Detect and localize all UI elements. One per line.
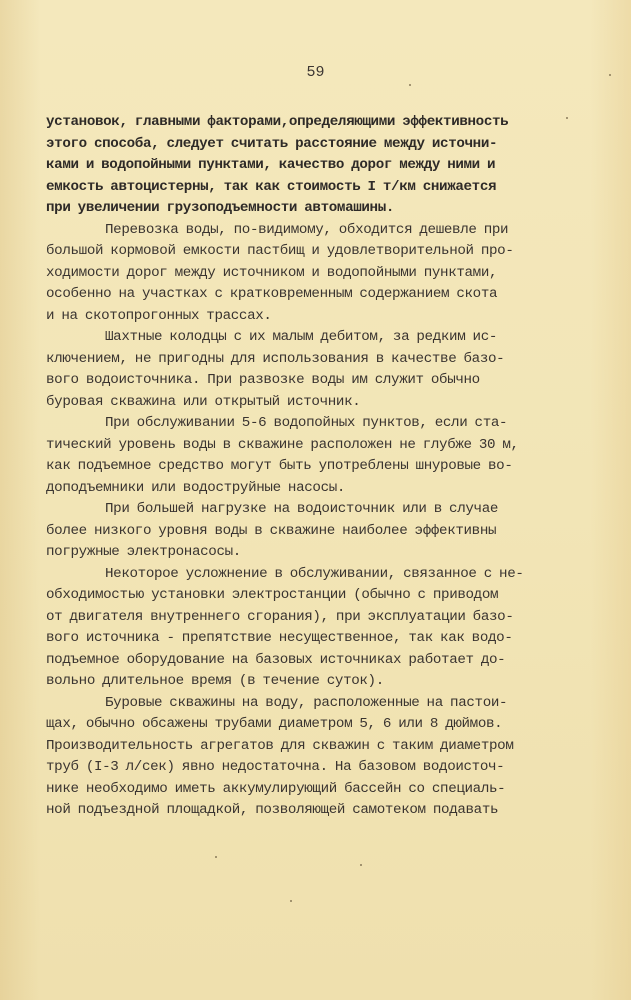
text-line: этого способа, следует считать расстояние между источни- [46,135,498,152]
text-line: вого водоисточника. При развозке воды им служит обычно [46,372,480,388]
text-line: Производительность агрегатов для скважин с таким диаметром [46,737,514,754]
text-line: доподъемники или водоструйные насосы. [46,479,346,496]
text-line: Некоторое усложнение в обслуживании, связанное с не- [105,565,524,582]
paper-speck [409,84,411,86]
text-line: ками и водопойными пунктами, качество дорог между ними и [46,157,496,173]
text-line: при увеличении грузоподъемности автомашины. [46,200,395,216]
text-line: При большей нагрузке на водоисточник или в случае [105,501,499,517]
paper-speck [360,864,362,866]
text-line: ной подъездной площадкой, позволяющей самотеком подавать [46,802,499,818]
text-line: установок, главными факторами,определяющими эффективность [46,114,509,130]
text-line: Перевозка воды, по-видимому, обходится дешевле при [105,221,509,238]
text-line: более низкого уровня воды в скважине наиболее эффективны [46,522,497,539]
text-line: ключением, не пригодны для использования в качестве базо- [46,350,505,367]
text-line: ходимости дорог между источником и водопойными пунктами, [46,264,498,281]
text-line: от двигателя внутреннего сгорания), при эксплуатации базо- [46,608,514,625]
text-line: особенно на участках с кратковременным содержанием скота [46,286,498,302]
text-line: тический уровень воды в скважине расположен не глубже 30 м, [46,436,519,453]
text-line: щах, обычно обсажены трубами диаметром 5, 6 или 8 дюймов. [46,716,503,732]
text-line: вольно длительное время (в течение суток). [46,673,384,689]
text-line: емкость автоцистерны, так как стоимость I т/км снижается [46,178,497,195]
text-line: труб (I-3 л/сек) явно недостаточна. На базовом водоисточ- [46,759,505,775]
text-line: обходимостью установки электростанции (обычно с приводом [46,587,499,603]
text-line: погружные электронасосы. [46,544,241,560]
paper-speck [609,74,611,76]
text-line: подъемное оборудование на базовых источниках работает до- [46,651,506,668]
text-line: буровая скважина или открытый источник. [46,393,361,410]
text-line: Шахтные колодцы с их малым дебитом, за редким ис- [105,329,498,345]
text-line: и на скотопрогонных трассах. [46,307,272,324]
body-text [46,112,626,822]
text-line: нике необходимо иметь аккумулирующий бассейн со специаль- [46,780,506,797]
paper-speck [290,900,292,902]
paper-speck [215,856,217,858]
text-line: вого источника - препятствие несущественное, так как водо- [46,630,513,646]
paper-speck [566,117,568,119]
text-line: большой кормовой емкости пастбищ и удовлетворительной про- [46,243,514,259]
text-line: Буровые скважины на воду, расположенные на пастои- [105,694,508,711]
text-line: как подъемное средство могут быть употреблены шнуровые во- [46,458,513,474]
page-number: 59 [306,64,325,81]
text-line: При обслуживании 5-6 водопойных пунктов, если ста- [105,415,508,431]
